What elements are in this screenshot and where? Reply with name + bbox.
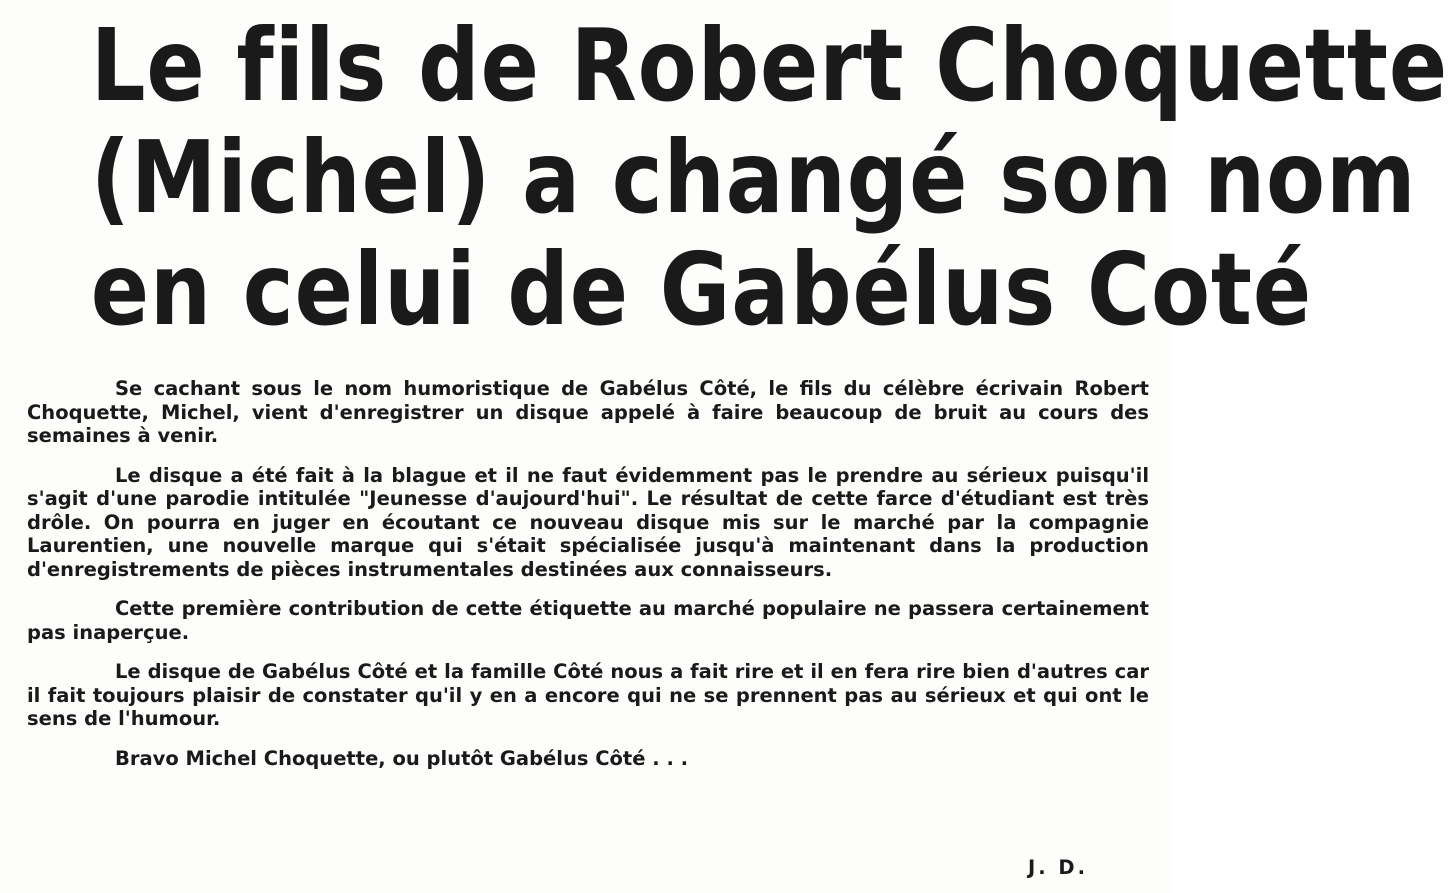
paragraph-4: Le disque de Gabélus Côté et la famille Côté nous a fait rire et il en fera rire bien d'autres car il fait toujours plaisir de constater qu'il y en a encore qui ne se prennent pas au sérieux et qui ont le sens de l'humour. bbox=[27, 660, 1149, 730]
author-signature: J. D. bbox=[1027, 856, 1088, 879]
paragraph-1: Se cachant sous le nom humoristique de Gabélus Côté, le fils du célèbre écrivain Robert Choquette, Michel, vient d'enregistrer un disque appelé à faire beaucoup de bruit au cours des semaines à venir. bbox=[27, 377, 1149, 447]
headline-line-1: Le fils de Robert Choquette bbox=[90, 7, 1448, 124]
article-body bbox=[27, 377, 1149, 770]
headline-line-3: en celui de Gabélus Coté bbox=[90, 231, 1313, 348]
headline-line-2: (Michel) a changé son nom bbox=[90, 119, 1417, 236]
paragraph-2: Le disque a été fait à la blague et il ne faut évidemment pas le prendre au sérieux puisqu'il s'agit d'une parodie intitulée "Jeunesse d'aujourd'hui". Le résultat de cette farce d'étudiant est très drôle. On pourra en juger en écoutant ce nouveau disque mis sur le marché par la compagnie Laurentien, une nouvelle marque qui s'était spécialisée jusqu'à maintenant dans la production d'enregistrements de pièces instrumentales destinées aux connaisseurs. bbox=[27, 463, 1149, 581]
paragraph-3: Cette première contribution de cette étiquette au marché populaire ne passera certainement pas inaperçue. bbox=[27, 597, 1149, 644]
headline bbox=[90, 7, 1448, 348]
paragraph-5: Bravo Michel Choquette, ou plutôt Gabélus Côté . . . bbox=[115, 746, 689, 770]
